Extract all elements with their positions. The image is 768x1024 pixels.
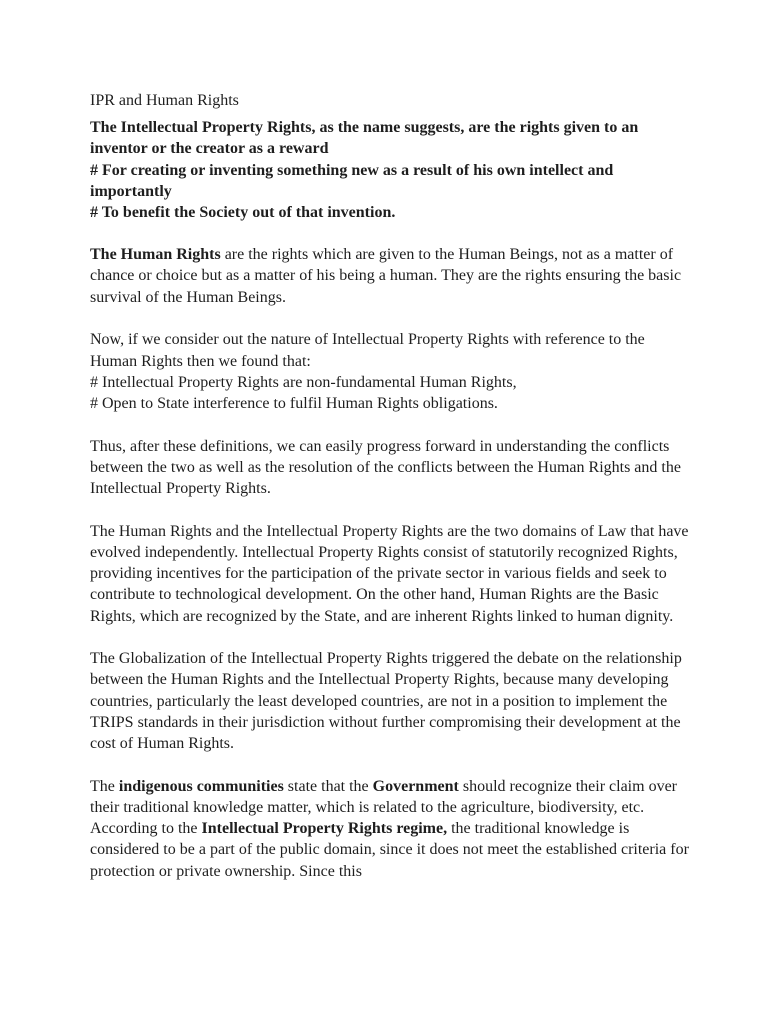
intro-paragraph bbox=[90, 117, 690, 223]
paragraph-human-rights-text: are the rights which are given to the Human Beings, not as a matter of chance or choice but as a matter of his being a human. They are the rights ensuring the basic survival of the Human Beings. bbox=[90, 246, 682, 306]
paragraph-human-rights bbox=[90, 244, 690, 308]
bold-term-human-rights: The Human Rights bbox=[90, 246, 221, 264]
paragraph-nature-line-1: Now, if we consider out the nature of Intellectual Property Rights with reference to the Human Rights then we found that: bbox=[90, 331, 645, 370]
bold-term-ipr-regime: Intellectual Property Rights regime, bbox=[201, 820, 448, 838]
paragraph-nature-line-3: # Open to State interference to fulfil Human Rights obligations. bbox=[90, 394, 498, 412]
document-page bbox=[90, 90, 690, 903]
paragraph-nature bbox=[90, 329, 690, 414]
bold-term-indigenous: indigenous communities bbox=[118, 777, 284, 795]
paragraph-nature-line-2: # Intellectual Property Rights are non-fundamental Human Rights, bbox=[90, 373, 517, 391]
document-title: IPR and Human Rights bbox=[90, 92, 239, 109]
indigenous-text-2: state that the bbox=[283, 777, 373, 795]
intro-line-1: The Intellectual Property Rights, as the name suggests, are the rights given to an inventor or the creator as a reward bbox=[90, 119, 639, 158]
indigenous-text-3: should recognize their claim over their traditional knowledge matter, which is related to the agriculture, biodiversity, etc. According to the bbox=[90, 777, 677, 838]
paragraph-definitions: Thus, after these definitions, we can easily progress forward in understanding the conflicts between the two as well as the resolution of the conflicts between the Human Rights and the Intellectual Property Rights. bbox=[90, 437, 681, 498]
paragraph-globalization: The Globalization of the Intellectual Property Rights triggered the debate on the relationship between the Human Rights and the Intellectual Property Rights, because many developing countries, particularly the least developed countries, are not in a position to implement the TRIPS standards in their jurisdiction without further compromising their development at the cost of Human Rights. bbox=[90, 650, 682, 753]
intro-line-3: # To benefit the Society out of that invention. bbox=[90, 204, 396, 222]
paragraph-indigenous bbox=[90, 776, 690, 882]
intro-line-2: # For creating or inventing something new as a result of his own intellect and importantly bbox=[90, 161, 614, 200]
indigenous-text-4: the traditional knowledge is considered to be a part of the public domain, since it does not meet the established criteria for protection or private ownership. Since this bbox=[90, 820, 689, 880]
indigenous-text-1: The bbox=[90, 777, 119, 795]
paragraph-domains: The Human Rights and the Intellectual Property Rights are the two domains of Law that have evolved independently. Intellectual Property Rights consist of statutorily recognized Rights, providing incentives for the participation of the private sector in various fields and seek to contribute to technological development. On the other hand, Human Rights are the Basic Rights, which are recognized by the State, and are inherent Rights linked to human dignity. bbox=[90, 522, 689, 625]
bold-term-government: Government bbox=[372, 777, 459, 795]
